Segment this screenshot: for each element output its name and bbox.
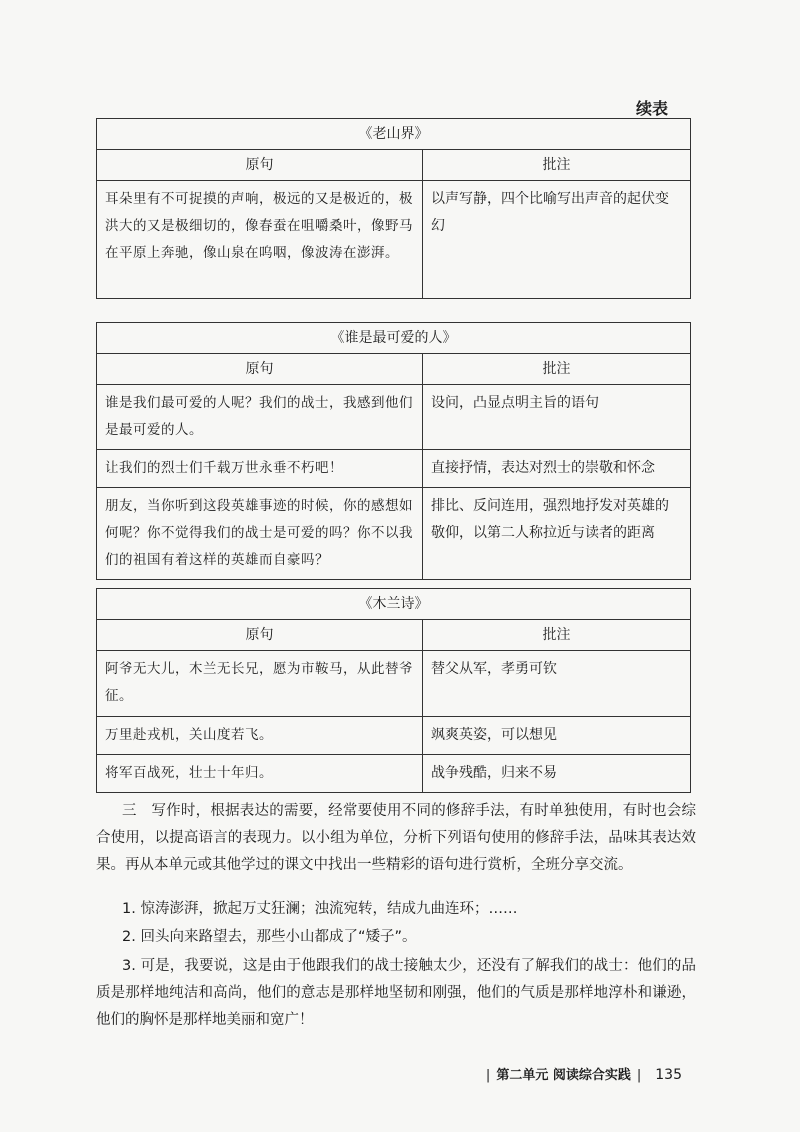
footer-section: 阅读综合实践: [552, 1068, 631, 1083]
page-footer: [480, 1064, 682, 1083]
exercise-item-2: 2. 回头向来路望去，那些小山都成了“矮子”。: [122, 929, 417, 945]
page-number: 135: [655, 1067, 682, 1083]
original-sentence: 让我们的烈士们千载万世永垂不朽吧！: [97, 450, 423, 488]
exercise-item-3-text: 3. 可是，我要说，这是由于他跟我们的战士接触太少，还没有了解我们的战士：他们的品质是那样地纯洁和高尚，他们的意志是那样地坚韧和刚强，他们的气质是那样地淳朴和谦逊，他们的胸怀是那样地美丽和宽广！: [96, 958, 696, 1028]
table-row: [97, 755, 691, 793]
exercise-item-1: 1. 惊涛澎湃，掀起万丈狂澜；浊流宛转，结成九曲连环；……: [122, 901, 518, 917]
annotation-table-mulanshi: [96, 588, 691, 793]
header-note: 批注: [423, 620, 691, 651]
header-note: 批注: [423, 354, 691, 385]
annotation-table-laoshanjie: [96, 118, 691, 299]
annotation-note: 排比、反问连用，强烈地抒发对英雄的敬仰，以第二人称拉近与读者的距离: [423, 488, 691, 580]
annotation-table-shuishizuikeaideren: [96, 322, 691, 580]
divider: |: [636, 1068, 642, 1083]
table-title: 《老山界》: [97, 119, 691, 150]
table-row: [97, 717, 691, 755]
exercise-item-3: [96, 953, 696, 1034]
table-row: [97, 181, 691, 299]
original-sentence: 阿爷无大儿，木兰无长兄，愿为市鞍马，从此替爷征。: [97, 651, 423, 717]
table-row: [97, 385, 691, 450]
continued-label: 续表: [635, 99, 668, 118]
original-sentence: 万里赴戎机，关山度若飞。: [97, 717, 423, 755]
header-original: 原句: [97, 620, 423, 651]
header-original: 原句: [97, 150, 423, 181]
original-sentence: 将军百战死，壮士十年归。: [97, 755, 423, 793]
table-title: 《谁是最可爱的人》: [97, 323, 691, 354]
table-row: [97, 488, 691, 580]
original-sentence: 谁是我们最可爱的人呢？我们的战士，我感到他们是最可爱的人。: [97, 385, 423, 450]
annotation-note: 战争残酷，归来不易: [423, 755, 691, 793]
annotation-note: 直接抒情，表达对烈士的崇敬和怀念: [423, 450, 691, 488]
annotation-note: 设问，凸显点明主旨的语句: [423, 385, 691, 450]
header-note: 批注: [423, 150, 691, 181]
footer-unit: 第二单元: [496, 1068, 549, 1083]
table-row: [97, 450, 691, 488]
original-sentence: 耳朵里有不可捉摸的声响，极远的又是极近的，极洪大的又是极细切的，像春蚕在咀嚼桑叶，像野马在平原上奔驰，像山泉在呜咽，像波涛在澎湃。: [97, 181, 423, 299]
annotation-note: 以声写静，四个比喻写出声音的起伏变幻: [423, 181, 691, 299]
exercise-intro: 三 写作时，根据表达的需要，经常要使用不同的修辞手法，有时单独使用，有时也会综合使用，以提高语言的表现力。以小组为单位，分析下列语句使用的修辞手法，品味其表达效果。再从本单元或其他学过的课文中找出一些精彩的语句进行赏析，全班分享交流。: [96, 803, 696, 873]
annotation-note: 飒爽英姿，可以想见: [423, 717, 691, 755]
divider: |: [485, 1068, 491, 1083]
header-original: 原句: [97, 354, 423, 385]
original-sentence: 朋友，当你听到这段英雄事迹的时候，你的感想如何呢？你不觉得我们的战士是可爱的吗？你不以我们的祖国有着这样的英雄而自豪吗？: [97, 488, 423, 580]
table-title: 《木兰诗》: [97, 589, 691, 620]
annotation-note: 替父从军，孝勇可钦: [423, 651, 691, 717]
table-row: [97, 651, 691, 717]
